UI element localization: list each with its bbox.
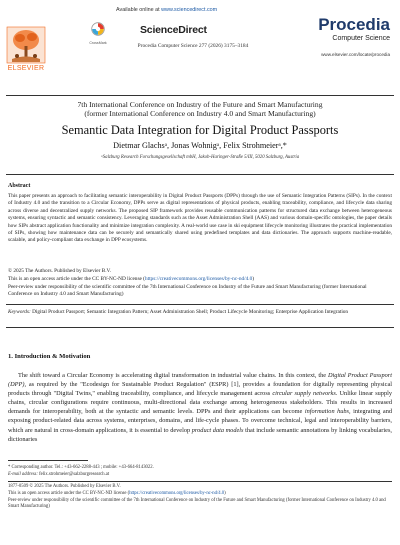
intro-text-d: , integrating and exposing product-related data across systems, enterprises, domains, and life-cycle phases. To overcome technical, legal and interoperability barriers, which are natural in cross-domain applications, it is essential to develop: [8, 408, 392, 434]
elsevier-tree-icon: [6, 26, 46, 64]
introduction-body: [8, 371, 392, 444]
corresponding-author-note: * Corresponding author. Tel.: +43-662-2288-443 ; mobile: +43-664-8143022.: [8, 465, 154, 470]
copyright-line: © 2025 The Authors. Published by Elsevier B.V.: [8, 268, 111, 274]
email-address[interactable]: felix.strohmeier@salzburgresearch.at: [37, 472, 110, 477]
email-label: E-mail address:: [8, 472, 38, 477]
intro-text-c: . Unlike linear supply chains, circular configurations require continuous, multi-directional data exchange among heterogeneous stakeholders. This results in increased demands for interoperability, both at the syntactic and semantic levels. DPPs and their applications can become: [8, 390, 392, 416]
intro-text-a: The shift toward a Circular Economy is accelerating digital transformation in industrial value chains. In this context, the: [18, 372, 328, 379]
footnote-divider: [8, 460, 88, 461]
elsevier-logo[interactable]: [4, 26, 48, 72]
email-line: [8, 472, 392, 478]
peer-review-line: Peer-review under responsibility of the scientific committee of the 7th International Conference on Industry of the Future and Smart Manufacturing (former International Conference on Industry 4.0 and Smart Manufacturing): [8, 284, 367, 298]
abstract-text: This paper presents an approach to facilitating semantic interoperability in Digital Product Passports (DPPs) through the use of Semantic Integration Patterns (SIPs). In the context of Industry 4.0 and the transition to a Circular Economy, DPPs serve as digital representations of physical products, enabling traceability, compliance, and lifecycle data sharing across diverse and decentralized supply networks. The proposed SIP framework provides reusable communication patterns for structured data exchange between heterogeneous systems, ensuring syntactic and semantic consistency. Leveraging standards such as the Asset Administration Shell (AAS) and various domain-specific ontologies, the paper details how SIPs abstract application functionality and minimize integration complexity. A real-world use case in ski equipment lifecycle monitoring illustrates the practical implementation of SIPs, showing how maintenance data can be securely and semantically shared using predefined templates and data dictionaries. The approach supports machine-readable, scalable, and policy-compliant data exchange in DPP ecosystems.: [8, 193, 392, 244]
keywords-text: Digital Product Passport; Semantic Integration Pattern; Asset Administration Shell; Product Lifecycle Monitoring; Enterprise Application Integration: [30, 309, 349, 315]
available-online-line: [116, 7, 217, 13]
intro-models-term: product data models: [191, 426, 244, 434]
procedia-subtitle: Computer Science: [332, 35, 390, 42]
available-online-prefix: Available online at: [116, 7, 162, 13]
intro-circular-term: circular supply networks: [272, 390, 336, 398]
paper-title: Semantic Data Integration for Digital Product Passports: [61, 123, 339, 137]
title-divider: [6, 174, 394, 175]
issn-line: 1877-0509 © 2025 The Authors. Published by Elsevier B.V.: [8, 484, 121, 489]
conference-line-1: 7th International Conference on Industry of the Future and Smart Manufacturing: [77, 100, 323, 109]
open-access-prefix: This is an open access article under the CC BY-NC-ND license (: [8, 276, 145, 282]
conference-line-2: (former International Conference on Industry 4.0 and Smart Manufacturing): [84, 109, 316, 118]
header-divider: [6, 95, 394, 96]
introduction-paragraph: [8, 371, 392, 444]
journal-citation: Procedia Computer Science 277 (2026) 3175–3184: [137, 43, 249, 49]
procedia-url-link[interactable]: www.elsevier.com/locate/procedia: [321, 52, 390, 57]
intro-dpp-term: Digital Product Passport (DPP): [8, 372, 393, 389]
footer-peer-review: Peer-review under responsibility of the scientific committee of the 7th International Conference on Industry of the Future and Smart Manufacturing (former International Conference on Industry 4.0 and Smart Manufacturing): [8, 498, 386, 510]
footer-license-link[interactable]: https://creativecommons.org/licenses/by-nc-nd/4.0: [129, 491, 225, 496]
crossmark-label: CrossMark: [89, 41, 107, 45]
keywords: [8, 309, 392, 316]
sciencedirect-logo[interactable]: ScienceDirect: [140, 24, 207, 36]
elsevier-wordmark: ELSEVIER: [7, 65, 45, 72]
intro-text-e: that include semantic annotations by linking vocabularies, dictionaries: [8, 426, 392, 443]
author-affiliation: ᵃSalzburg Research Forschungsgesellschaft mbH, Jakob-Haringer-Straße 5/III, 5020 Salzburg, Austria: [100, 155, 300, 160]
footer-oa-prefix: This is an open access article under the CC BY-NC-ND license (: [8, 491, 130, 496]
crossmark-badge[interactable]: [88, 22, 108, 45]
footer-oa-suffix: ): [224, 491, 226, 496]
intro-hubs-term: information hubs: [304, 408, 350, 416]
keywords-label: Keywords:: [8, 309, 31, 315]
keywords-divider-bottom: [6, 327, 394, 328]
crossmark-icon: [91, 22, 105, 36]
footer-open-access-line: [8, 491, 392, 497]
abstract-heading: Abstract: [8, 183, 31, 189]
intro-text-b: , as required by the "Ecodesign for Sustainable Product Regulation" (ESPR) [1], provides a foundation for digitally representing physical products through "Digital Twins," enabling traceability, compliance, and lifecycle management across: [8, 381, 392, 398]
license-link[interactable]: https://creativecommons.org/licenses/by-nc-nd/4.0: [144, 276, 253, 282]
footer-divider: [8, 481, 392, 482]
conference-name: [20, 100, 380, 118]
keywords-divider-top: [6, 304, 394, 305]
sciencedirect-url-link[interactable]: www.sciencedirect.com: [161, 7, 218, 13]
introduction-heading: 1. Introduction & Motivation: [8, 353, 91, 360]
paper-authors: Dietmar Glachsᵃ, Jonas Wohnigᵃ, Felix Strohmeierᵃ,*: [113, 141, 287, 150]
procedia-brand[interactable]: [270, 16, 390, 57]
open-access-line: [8, 276, 392, 283]
procedia-wordmark: Procedia: [318, 15, 390, 34]
open-access-suffix: ): [252, 276, 255, 282]
